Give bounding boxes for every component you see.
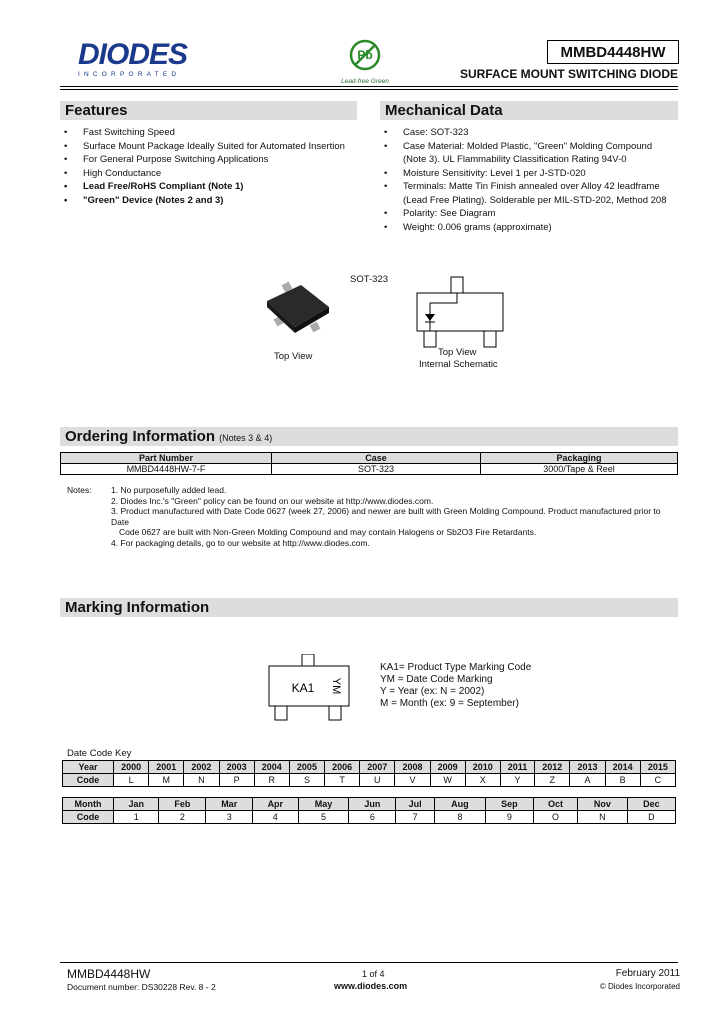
header-subtitle: SURFACE MOUNT SWITCHING DIODE bbox=[460, 67, 678, 81]
year-code-cell: S bbox=[289, 774, 324, 787]
note-item: 2. Diodes Inc.'s "Green" policy can be found on our website at http://www.diodes.com. bbox=[111, 495, 434, 506]
package-name: SOT-323 bbox=[350, 274, 389, 285]
mechanical-item-continued: (Note 3). UL Flammability Classification Rating 94V-0 bbox=[403, 154, 627, 165]
year-code-cell: C bbox=[640, 774, 675, 787]
year-cell: 2004 bbox=[254, 761, 289, 774]
mechanical-list bbox=[380, 126, 678, 234]
year-cell: 2013 bbox=[570, 761, 605, 774]
month-cell: Oct bbox=[534, 798, 578, 811]
month-cell: Dec bbox=[627, 798, 675, 811]
ordering-packaging: 3000/Tape & Reel bbox=[481, 464, 678, 475]
logo-subtext: INCORPORATED bbox=[78, 71, 181, 78]
footer-doc-number: Document number: DS30228 Rev. 8 - 2 bbox=[67, 982, 216, 992]
month-cell: May bbox=[298, 798, 349, 811]
table-row bbox=[61, 464, 678, 475]
ordering-title-note: (Notes 3 & 4) bbox=[219, 433, 273, 443]
lead-free-badge bbox=[340, 38, 390, 85]
marking-legend-item: Y = Year (ex: N = 2002) bbox=[380, 686, 485, 697]
ordering-header-part: Part Number bbox=[61, 453, 272, 464]
ordering-case: SOT-323 bbox=[272, 464, 481, 475]
year-code-cell: V bbox=[395, 774, 430, 787]
month-code-cell: 3 bbox=[206, 811, 253, 824]
lead-free-icon bbox=[348, 38, 382, 72]
year-code-cell: X bbox=[465, 774, 500, 787]
notes-list bbox=[111, 485, 671, 548]
feature-item: • "Green" Device (Notes 2 and 3) bbox=[60, 194, 357, 208]
diodes-logo bbox=[78, 40, 187, 78]
feature-item: • High Conductance bbox=[60, 167, 357, 181]
month-code-cell: 8 bbox=[434, 811, 485, 824]
year-row-label: Year bbox=[63, 761, 114, 774]
features-list bbox=[60, 126, 357, 207]
feature-item: • Surface Mount Package Ideally Suited for Automated Insertion bbox=[60, 140, 357, 154]
mechanical-item: • Case Material: Molded Plastic, "Green" Molding Compound bbox=[380, 140, 678, 154]
mechanical-item: • Moisture Sensitivity: Level 1 per J-STD-020 bbox=[380, 167, 678, 181]
month-cell: Apr bbox=[253, 798, 298, 811]
year-cell: 2012 bbox=[535, 761, 570, 774]
ordering-part-number: MMBD4448HW-7-F bbox=[61, 464, 272, 475]
month-cell: Mar bbox=[206, 798, 253, 811]
mechanical-item: • Terminals: Matte Tin Finish annealed over Alloy 42 leadframe bbox=[380, 180, 678, 194]
year-code-cell: Z bbox=[535, 774, 570, 787]
mechanical-title: Mechanical Data bbox=[380, 101, 678, 120]
year-code-cell: B bbox=[605, 774, 640, 787]
header-divider bbox=[60, 89, 678, 90]
date-code-key-label: Date Code Key bbox=[67, 748, 132, 759]
year-code-cell: T bbox=[325, 774, 360, 787]
ordering-table bbox=[60, 452, 678, 475]
footer-page: 1 of 4 bbox=[362, 969, 385, 979]
year-code-cell: N bbox=[184, 774, 219, 787]
footer-date: February 2011 bbox=[615, 968, 680, 979]
year-code-cell: M bbox=[149, 774, 184, 787]
month-code-cell: 6 bbox=[349, 811, 396, 824]
lead-free-symbol: Pb bbox=[357, 48, 373, 62]
mechanical-item: • Polarity: See Diagram bbox=[380, 207, 678, 221]
footer-website-link[interactable]: www.diodes.com bbox=[334, 981, 408, 991]
schematic-internal-label: Internal Schematic bbox=[419, 359, 498, 370]
marking-legend-item: YM = Date Code Marking bbox=[380, 674, 493, 685]
mechanical-section bbox=[380, 101, 678, 234]
month-code-cell: D bbox=[627, 811, 675, 824]
year-cell: 2007 bbox=[360, 761, 395, 774]
ordering-header-case: Case bbox=[272, 453, 481, 464]
month-cell: Feb bbox=[159, 798, 206, 811]
ordering-title: Ordering Information bbox=[65, 428, 215, 445]
month-row-label: Month bbox=[63, 798, 114, 811]
year-code-cell: L bbox=[114, 774, 149, 787]
year-code-cell: Y bbox=[500, 774, 534, 787]
marking-legend-item: KA1= Product Type Marking Code bbox=[380, 662, 532, 673]
month-code-table bbox=[62, 797, 676, 824]
chip-date-code: YM bbox=[330, 677, 342, 695]
year-cell: 2005 bbox=[289, 761, 324, 774]
note-item: 4. For packaging details, go to our website at http://www.diodes.com. bbox=[111, 537, 370, 548]
year-code-row bbox=[63, 774, 676, 787]
month-code-cell: O bbox=[534, 811, 578, 824]
note-item: 3. Product manufactured with Date Code 0627 (week 27, 2006) and newer are built with Green Molding Compound. Product manufactured prior to Date bbox=[111, 506, 661, 527]
year-cell: 2001 bbox=[149, 761, 184, 774]
month-code-cell: 9 bbox=[485, 811, 533, 824]
feature-item: • For General Purpose Switching Applications bbox=[60, 153, 357, 167]
year-cell: 2002 bbox=[184, 761, 219, 774]
month-code-cell: 2 bbox=[159, 811, 206, 824]
month-cell: Nov bbox=[578, 798, 628, 811]
marking-chip-drawing bbox=[265, 654, 355, 722]
year-cell: 2010 bbox=[465, 761, 500, 774]
year-code-cell: U bbox=[360, 774, 395, 787]
ordering-header-row bbox=[61, 453, 678, 464]
feature-item: • Lead Free/RoHS Compliant (Note 1) bbox=[60, 180, 357, 194]
year-cell: 2009 bbox=[430, 761, 465, 774]
month-row bbox=[63, 798, 676, 811]
ordering-title-bar bbox=[60, 427, 678, 446]
month-cell: Sep bbox=[485, 798, 533, 811]
marking-legend bbox=[380, 662, 531, 710]
year-cell: 2000 bbox=[114, 761, 149, 774]
month-code-cell: 4 bbox=[253, 811, 298, 824]
year-code-table bbox=[62, 760, 676, 787]
schematic-top-view-label: Top View bbox=[438, 347, 477, 358]
marking-title: Marking Information bbox=[60, 598, 678, 617]
footer-divider bbox=[60, 962, 678, 963]
features-title: Features bbox=[60, 101, 357, 120]
year-code-cell: P bbox=[219, 774, 254, 787]
chip-type-code: KA1 bbox=[291, 681, 315, 695]
year-code-cell: A bbox=[570, 774, 605, 787]
month-cell: Jul bbox=[396, 798, 435, 811]
month-cell: Jan bbox=[114, 798, 159, 811]
footer-part-number: MMBD4448HW bbox=[67, 967, 151, 981]
year-cell: 2011 bbox=[500, 761, 534, 774]
features-section bbox=[60, 101, 357, 207]
month-code-cell: N bbox=[578, 811, 628, 824]
year-row bbox=[63, 761, 676, 774]
month-cell: Aug bbox=[434, 798, 485, 811]
feature-item: • Fast Switching Speed bbox=[60, 126, 357, 140]
year-code-cell: W bbox=[430, 774, 465, 787]
sot323-package-drawing bbox=[255, 277, 345, 347]
marking-legend-item: M = Month (ex: 9 = September) bbox=[380, 698, 519, 709]
mechanical-item: • Case: SOT-323 bbox=[380, 126, 678, 140]
header-part-number: MMBD4448HW bbox=[547, 40, 679, 64]
year-code-cell: R bbox=[254, 774, 289, 787]
mechanical-item-continued: (Lead Free Plating). Solderable per MIL-STD-202, Method 208 bbox=[403, 194, 667, 206]
year-cell: 2014 bbox=[605, 761, 640, 774]
month-code-row bbox=[63, 811, 676, 824]
internal-schematic-drawing bbox=[410, 272, 510, 348]
header-divider bbox=[60, 86, 678, 87]
year-cell: 2003 bbox=[219, 761, 254, 774]
lead-free-caption: Lead-free Green bbox=[341, 78, 389, 85]
logo-text: DIODES bbox=[78, 38, 188, 71]
month-cell: Jun bbox=[349, 798, 396, 811]
month-code-cell: 7 bbox=[396, 811, 435, 824]
code-row-label: Code bbox=[63, 774, 114, 787]
note-item: 1. No purposefully added lead. bbox=[111, 485, 227, 495]
month-code-cell: 5 bbox=[298, 811, 349, 824]
footer-copyright: © Diodes Incorporated bbox=[599, 982, 680, 991]
mechanical-item: • Weight: 0.006 grams (approximate) bbox=[380, 221, 678, 235]
top-view-label: Top View bbox=[274, 351, 313, 362]
ordering-header-packaging: Packaging bbox=[481, 453, 678, 464]
note-item-continued: Code 0627 are built with Non-Green Molding Compound and may contain Halogens or Sb2O3 Fire Retardants. bbox=[119, 527, 537, 537]
year-cell: 2006 bbox=[325, 761, 360, 774]
year-cell: 2015 bbox=[640, 761, 675, 774]
code-row-label: Code bbox=[63, 811, 114, 824]
month-code-cell: 1 bbox=[114, 811, 159, 824]
year-cell: 2008 bbox=[395, 761, 430, 774]
notes-label: Notes: bbox=[67, 485, 92, 495]
